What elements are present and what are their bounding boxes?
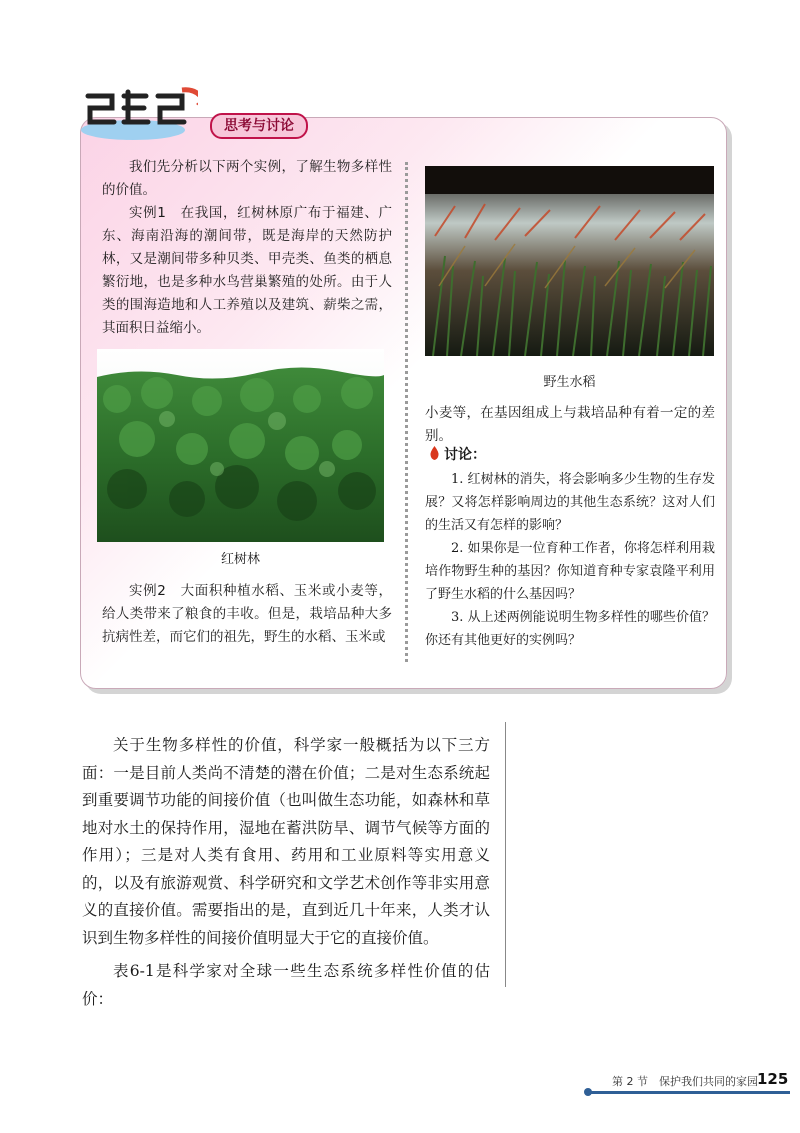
flame-icon (429, 446, 440, 460)
example-2-continued-text: 小麦等，在基因组成上与栽培品种有着一定的差别。 (425, 405, 715, 444)
discussion-tag: 思考与讨论 (210, 113, 308, 139)
main-paragraph-1: 关于生物多样性的价值，科学家一般概括为以下三方面：一是目前人类尚不清楚的潜在价值；二是对生态系统起到重要调节功能的间接价值（也叫做生态功能，如森林和草地对水土的保持作用，湿地在蓄洪防旱、调节气候等方面的作用）；三是对人类有食用、药用和工业原料等实用意义的，以及有旅游观赏、科学研究和文学艺术创作等非实用意义的直接价值。需要指出的是，直到近几十年来，人类才认识到生物多样性的间接价值明显大于它的直接价值。 (82, 736, 490, 947)
mangrove-photo (97, 349, 384, 542)
discussion-logo-icon (78, 82, 198, 146)
question-1-text: 1. 红树林的消失，将会影响多少生物的生存发展？又将怎样影响周边的其他生态系统？这对人们的生活又有怎样的影响？ (425, 472, 715, 533)
footer-rule (590, 1091, 790, 1094)
example-2-text: 实例2 大面积种植水稻、玉米或小麦等，给人类带来了粮食的丰收。但是，栽培品种大多抗病性差，而它们的祖先，野生的水稻、玉米或 (102, 583, 392, 645)
main-paragraph-2: 表6-1是科学家对全球一些生态系统多样性价值的估价： (82, 962, 490, 1008)
wild-rice-photo (425, 166, 714, 356)
footer-section-label: 第 2 节 保护我们共同的家园 (612, 1075, 758, 1088)
example-2-continued (425, 402, 715, 448)
question-3 (425, 606, 715, 652)
column-divider (405, 162, 408, 662)
intro-block (102, 156, 392, 340)
mangrove-caption: 红树林 (220, 552, 260, 567)
question-2 (425, 537, 715, 606)
example-1-text: 实例1 在我国，红树林原广布于福建、广东、海南沿海的潮间带，既是海岸的天然防护林，又是潮间带多种贝类、甲壳类、鱼类的栖息繁衍地，也是多种水鸟营巢繁殖的处所。由于人类的围海造地和人工养殖以及建筑、薪柴之需，其面积日益缩小。 (102, 205, 392, 336)
main-body (82, 732, 490, 1013)
question-3-text: 3. 从上述两例能说明生物多样性的哪些价值？你还有其他更好的实例吗？ (425, 610, 715, 648)
question-2-text: 2. 如果你是一位育种工作者，你将怎样利用栽培作物野生种的基因？你知道育种专家袁隆平利用了野生水稻的什么基因吗？ (425, 541, 715, 602)
example-2-block (102, 580, 392, 649)
question-1 (425, 468, 715, 537)
discussion-title: 讨论： (444, 447, 486, 463)
column-rule (505, 722, 506, 987)
intro-text: 我们先分析以下两个实例，了解生物多样性的价值。 (102, 159, 392, 198)
wild-rice-caption: 野生水稻 (543, 375, 596, 390)
page-number: 125 (757, 1070, 789, 1088)
